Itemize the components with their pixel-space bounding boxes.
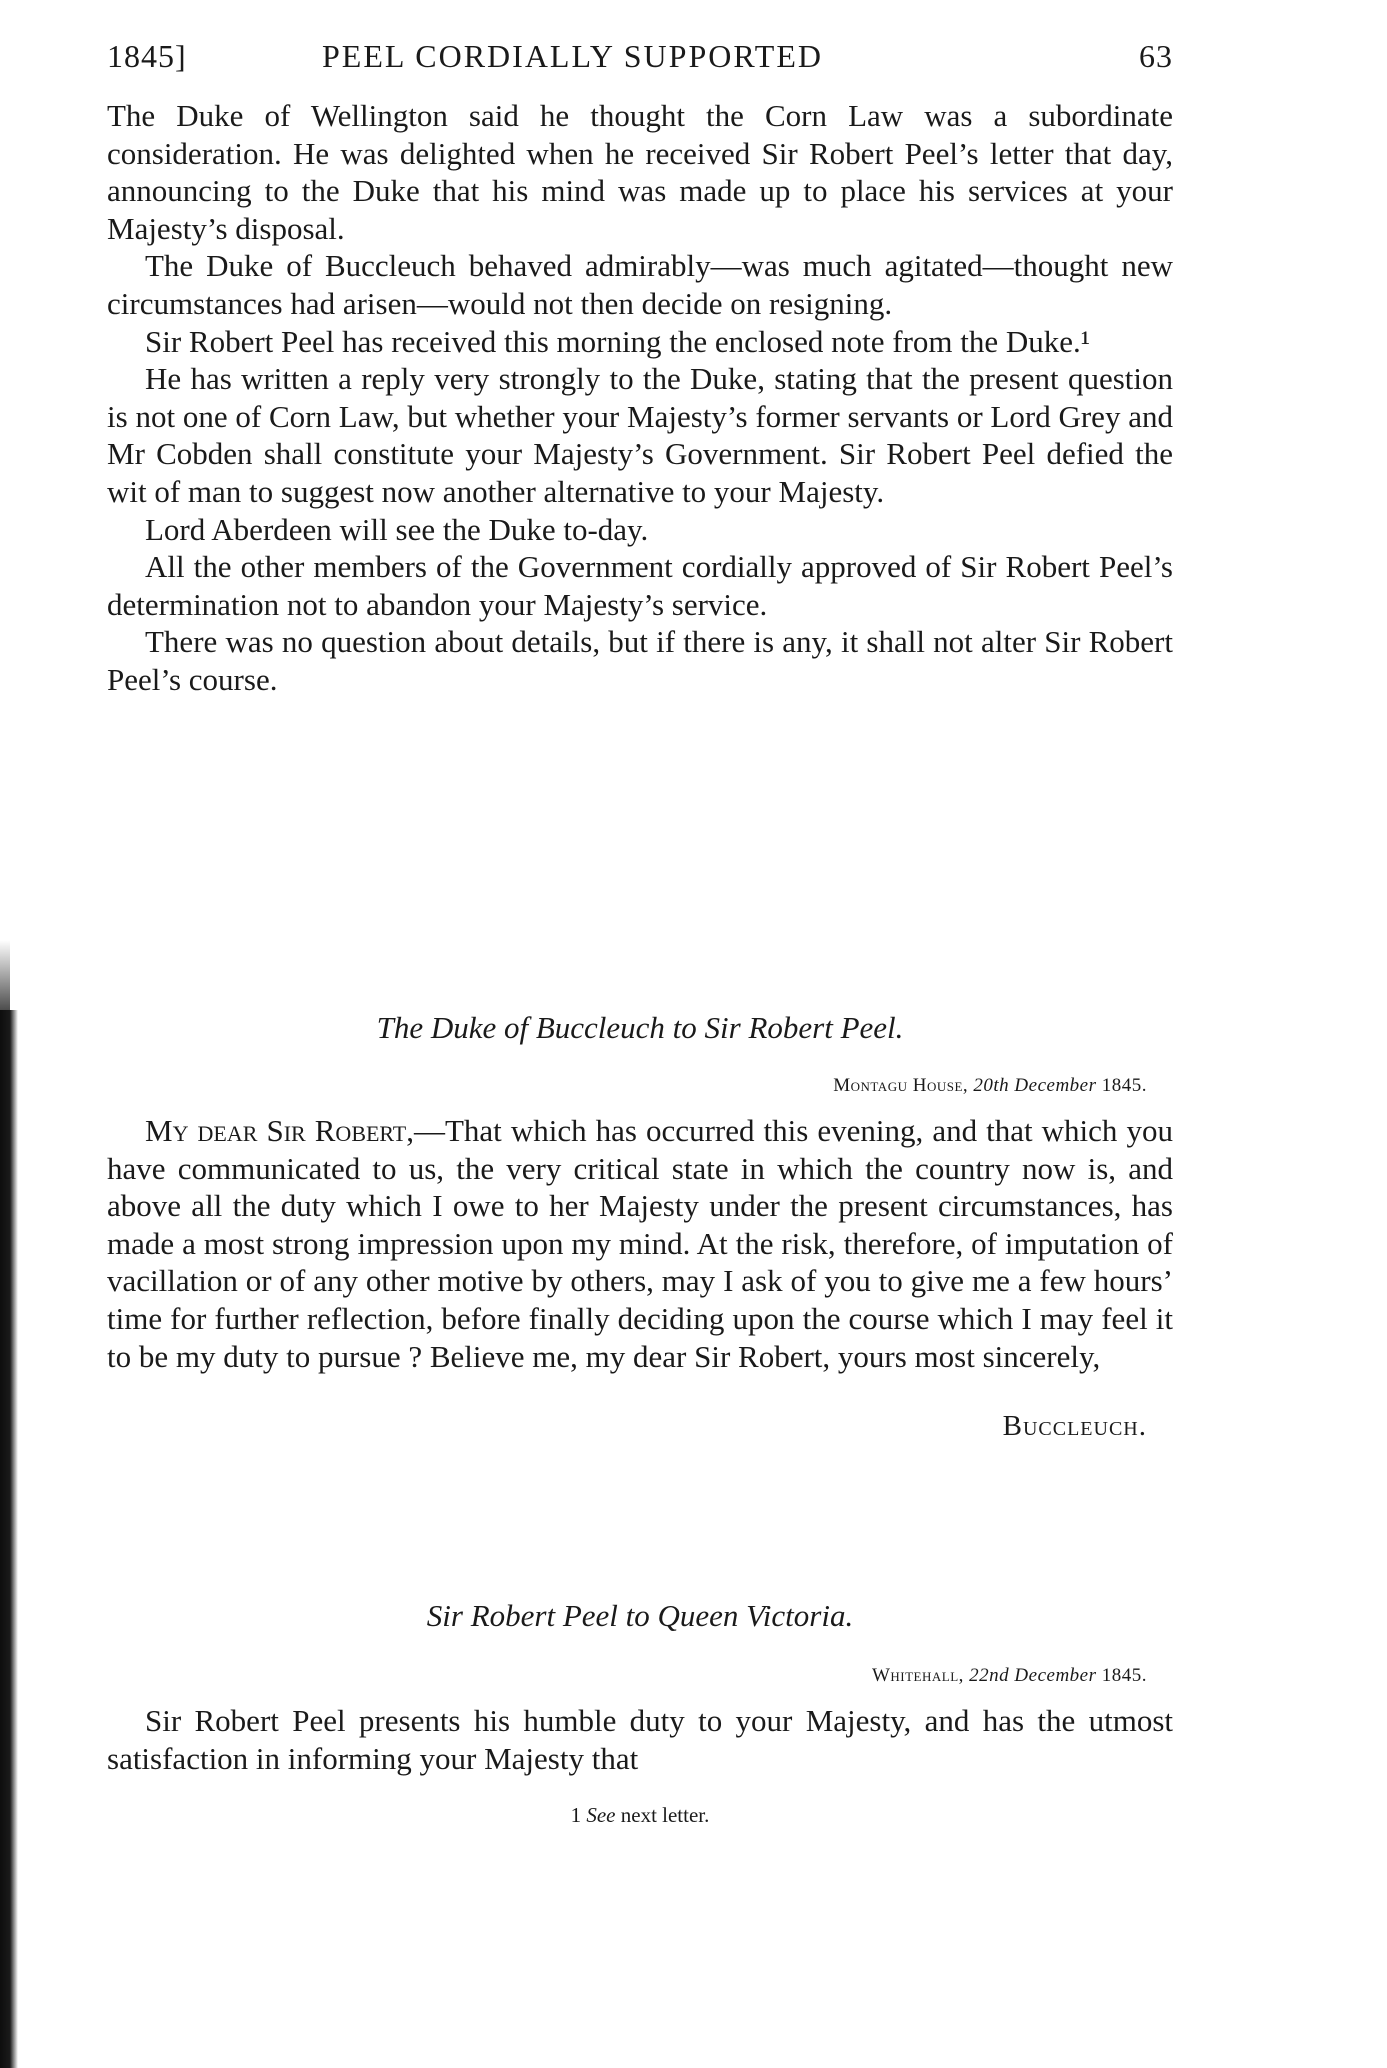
running-header <box>107 38 1173 78</box>
header-title: PEEL CORDIALLY SUPPORTED <box>322 38 823 74</box>
signature-buccleuch: Buccleuch. <box>1002 1410 1147 1442</box>
salutation: My dear Sir Robert, <box>145 1113 414 1148</box>
dateline-date: 20th December <box>973 1075 1097 1096</box>
header-year: 1845] <box>107 38 187 74</box>
dateline-place: Montagu House, <box>833 1075 969 1096</box>
dateline-montagu-house <box>833 1075 1147 1097</box>
letter-paragraph <box>107 1112 1173 1375</box>
letter-body-peel <box>107 1702 1173 1777</box>
letter-heading-peel: Sir Robert Peel to Queen Victoria. <box>426 1598 854 1633</box>
paragraph-buccleuch: The Duke of Buccleuch behaved admirably—was much agitated—thought new circumstances had arisen—would not then decide on resigning. <box>107 248 1173 321</box>
paragraph-enclosed-note: Sir Robert Peel has received this morning the enclosed note from the Duke.¹ <box>145 323 1091 359</box>
paragraph-members: All the other members of the Government cordially approved of Sir Robert Peel’s determination not to abandon your Majesty’s service. <box>107 549 1173 622</box>
dateline-place: Whitehall, <box>871 1665 964 1686</box>
footnote-number: 1 <box>570 1803 582 1827</box>
letter-paragraph: Sir Robert Peel presents his humble duty to your Majesty, and has the utmost satisfaction in informing your Majesty that <box>107 1703 1173 1776</box>
opening-memorandum <box>107 97 1173 699</box>
footnote-text: next letter. <box>620 1803 710 1827</box>
footnote-see: See <box>586 1803 616 1827</box>
page-number: 63 <box>1139 38 1173 74</box>
dateline-whitehall <box>872 1665 1147 1687</box>
paragraph-wellington: The Duke of Wellington said he thought the Corn Law was a subordinate consideration. He was delighted when he received Sir Robert Peel’s letter that day, announcing to the Duke that his mind was made up to place his services at your Majesty’s disposal. <box>107 98 1173 246</box>
dateline-date: 22nd December <box>969 1665 1097 1686</box>
letter-text: —That which has occurred this evening, and that which you have communicated to us, the very critical state in which the country now is, and above all the duty which I owe to her Majesty under the present circumstances, has made a most strong impression upon my mind. At the risk, therefore, of imputation of vacillation or of any other motive by others, may I ask of you to give me a few hours’ time for further reflection, before finally deciding upon the course which I may feel it to be my duty to pursue ? Believe me, my dear Sir Robert, yours most sincerely, <box>107 1113 1173 1374</box>
dateline-year: 1845. <box>1101 1075 1147 1096</box>
paragraph-aberdeen: Lord Aberdeen will see the Duke to-day. <box>145 511 649 547</box>
footnote <box>107 1803 1173 1828</box>
letter-body-buccleuch <box>107 1112 1173 1375</box>
dateline-year: 1845. <box>1101 1665 1147 1686</box>
page-binding-shadow <box>0 1010 18 2068</box>
paragraph-details: There was no question about details, but if there is any, it shall not alter Sir Robert Peel’s course. <box>107 624 1173 697</box>
paragraph-reply: He has written a reply very strongly to the Duke, stating that the present question is not one of Corn Law, but whether your Majesty’s former servants or Lord Grey and Mr Cobden shall constitute your Majesty’s Government. Sir Robert Peel defied the wit of man to suggest now another alternative to your Majesty. <box>107 361 1173 509</box>
letter-heading-buccleuch: The Duke of Buccleuch to Sir Robert Peel. <box>376 1010 904 1045</box>
